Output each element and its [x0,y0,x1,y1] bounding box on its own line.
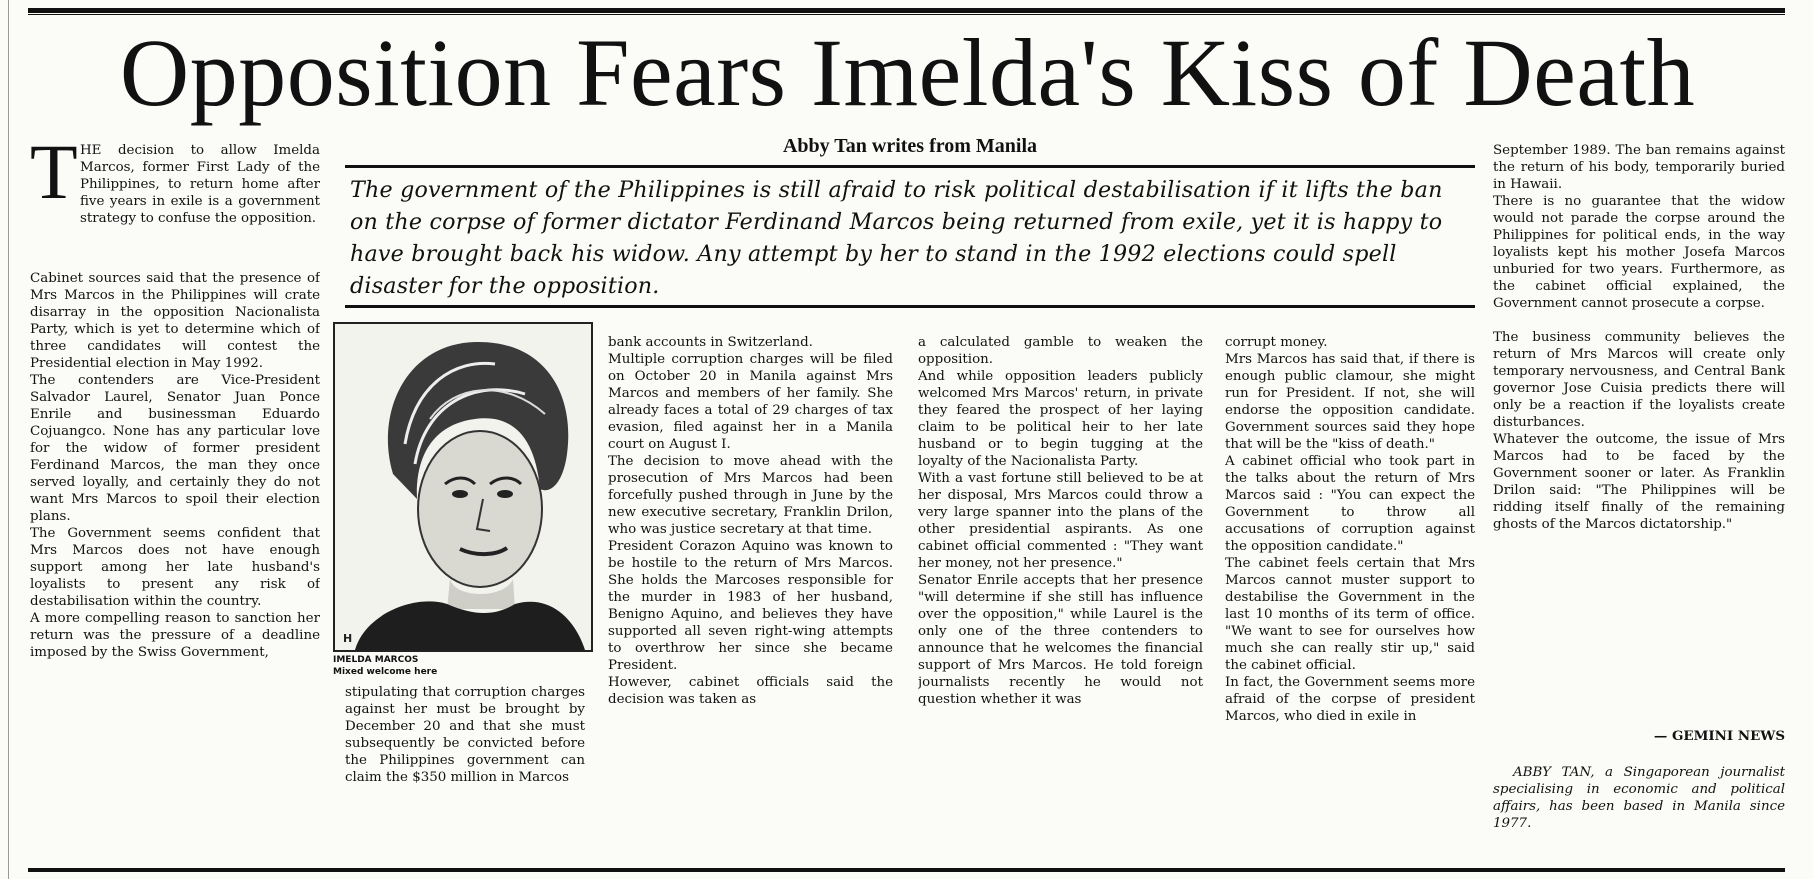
news-agency-credit: — GEMINI NEWS [1653,728,1785,744]
top-rule [28,8,1785,13]
bottom-rule [28,868,1785,872]
column-3: bank accounts in Switzerland. Multiple corruption charges will be filed on October 20 in Manila against Mrs Marcos and members of her family. She already faces a total of 29 charges of tax evasion, filed against her in a Manila court on August I. The decision to move ahead with the prosecution of Mrs Marcos had been forcefully pushed through in June by the new executive secretary, Franklin Drilon, who was justice secretary at that time. President Corazon Aquino was known to be hostile to the return of Mrs Marcos. She holds the Marcoses responsible for the murder in 1983 of her husband, Benigno Aquino, and believes they have supported all seven right-wing attempts to overthrow her since she became President. However, cabinet officials said the decision was taken as [608,335,893,707]
deck-standfirst: The government of the Philippines is still afraid to risk political destabilisation if it lifts the ban on the corpse of former dictator Ferdinand Marcos being returned from exile, yet it is happy to have brought back his widow. Any attempt by her to stand in the 1992 elections could spell disaster for the opposition. [350,177,1443,299]
column-2: stipulating that corruption charges against her must be brought by December 20 and that she must subsequently be convicted before the Philippines government can claim the $350 million in Marcos [345,685,585,785]
byline: Abby Tan writes from Manila [782,135,1038,157]
top-rule-thin [28,14,1785,15]
column-6: September 1989. The ban remains against the return of his body, temporarily buried in Hawaii. There is no guarantee that the widow would not parade the corpse around the Philippines for political ends, in the way loyalists kept his mother Josefa Marcos unburied for two years. Furthermore, as the cabinet official explained, the Government cannot prosecute a corpse. The business community believes the return of Mrs Marcos will create only temporary nervousness, and Central Bank governor Jose Cuisia predicts there will only be a reaction if the loyalists create disturbances. Whatever the outcome, the issue of Mrs Marcos had to be faced by the Government sooner or later. As Franklin Drilon said: "The Philippines will be ridding itself finally of the remaining ghosts of the Marcos dictatorship." [1493,143,1785,532]
photo-caption-name: IMELDA MARCOS [333,655,419,665]
column-4: a calculated gamble to weaken the opposition. And while opposition leaders publicly welcomed Mrs Marcos' return, in private they feared the prospect of her laying claim to be political heir to her late husband or to begin tugging at the loyalty of the Nacionalista Party. With a vast fortune still believed to be at her disposal, Mrs Marcos could throw a very large spanner into the plans of the other presidential aspirants. As one cabinet official commented : "They want her money, not her presence." Senator Enrile accepts that her presence "will determine if she still has influence over the opposition," while Laurel is the only one of the three contenders to announce that he welcomes the financial support of Mrs Marcos. He told foreign journalists recently he would not question whether it was [918,335,1203,707]
deck-rule-bottom [345,305,1475,308]
column-5: corrupt money. Mrs Marcos has said that, if there is enough public clamour, she might run for President. If not, she will endorse the opposition candidate. Government sources said they hope that will be the "kiss of death." A cabinet official who took part in the talks about the return of Mrs Marcos said : "You can expect the Government to throw all accusations of corruption against the opposition candidate." The cabinet feels certain that Mrs Marcos cannot muster support to destabilise the Government in the last 10 months of its term of office. "We want to see for ourselves how much she can really stir up," said the cabinet official. In fact, the Government seems more afraid of the corpse of president Marcos, who died in exile in [1225,335,1475,724]
portrait-photo [333,322,593,652]
portrait-illustration [335,324,591,650]
page-edge [8,0,9,879]
author-bio: ABBY TAN, a Singaporean journalist specialising in economic and political affairs, has been based in Manila since 1977. [1493,765,1785,831]
column-1: Cabinet sources said that the presence of Mrs Marcos in the Philippines will crate disarray in the opposition Nacionalista Party, which is yet to determine which of three candidates will contest the Presidential election in May 1992. The contenders are Vice-President Salvador Laurel, Senator Juan Ponce Enrile and businessman Eduardo Cojuangco. None has any particular love for the widow of former president Ferdinand Marcos, the man they once served loyally, and certainly they do not want Mrs Marcos to spoil their election plans. The Government seems confident that Mrs Marcos does not have enough support among her late husband's loyalists to present any risk of destabilisation within the country. A more compelling reason to sanction her return was the pressure of a deadline imposed by the Swiss Government, [30,271,320,660]
photo-caption-subtitle: Mixed welcome here [333,667,438,677]
drop-cap: T [30,128,78,215]
headline: Opposition Fears Imelda's Kiss of Death [119,19,1696,126]
column-1-lead: HE decision to allow Imelda Marcos, former First Lady of the Philippines, to return home after five years in exile is a government strategy to confuse the opposition. [80,143,320,226]
svg-text:H: H [343,632,353,645]
deck-rule-top [345,165,1475,168]
